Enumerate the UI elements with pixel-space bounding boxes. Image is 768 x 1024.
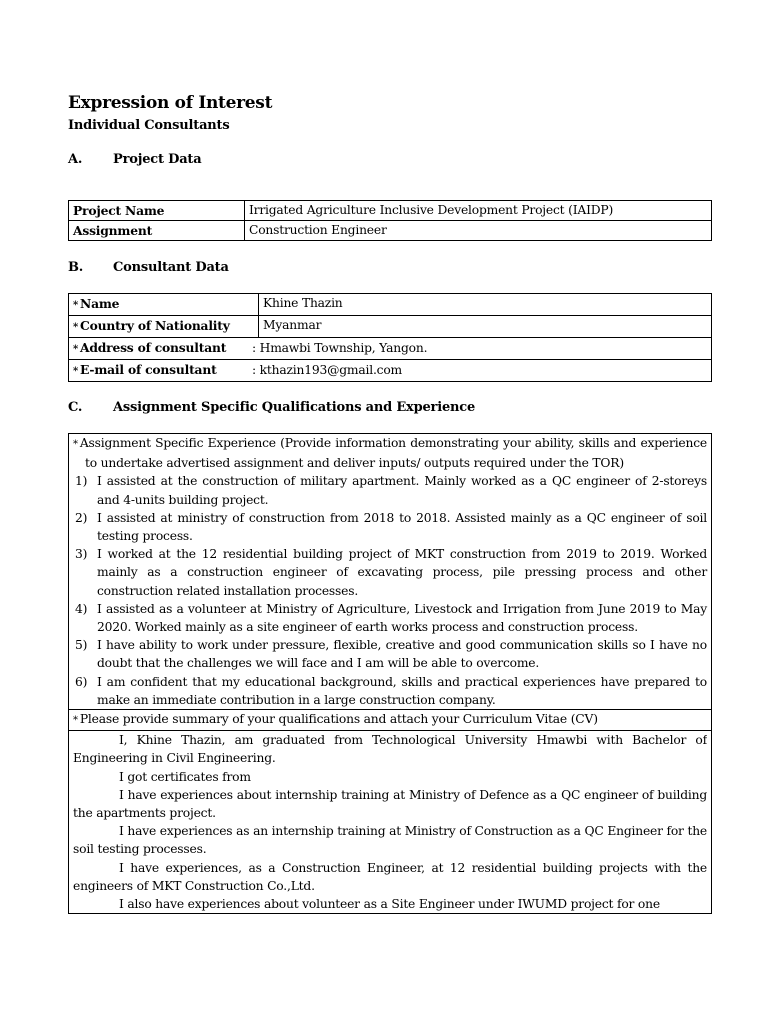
table-row — [69, 338, 712, 360]
table-row — [69, 434, 712, 710]
table-row — [69, 294, 712, 316]
summary-paragraph: I have experiences as an internship training at Ministry of Construction as a QC Engineer for the soil testing processes. — [73, 824, 707, 857]
summary-paragraph: I have experiences, as a Construction Engineer, at 12 residential building projects with the engineers of MKT Construction Co.,Ltd. — [73, 860, 707, 893]
summary-paragraph: I, Khine Thazin, am graduated from Technological University Hmawbi with Bachelor of Engineering in Civil Engineering. — [73, 733, 707, 766]
email-value: : kthazin193@gmail.com — [252, 363, 403, 377]
name-value: Khine Thazin — [259, 294, 712, 316]
document-title: Expression of Interest — [68, 93, 273, 113]
assignment-value: Construction Engineer — [245, 221, 712, 241]
summary-heading: * Please provide summary of your qualifications and attach your Curriculum Vitae (CV) — [73, 712, 598, 727]
required-asterisk: * — [73, 715, 78, 727]
summary-heading-cell — [69, 710, 712, 731]
experience-cell — [69, 434, 712, 710]
consultant-data-table — [68, 293, 712, 382]
project-name-value: Irrigated Agriculture Inclusive Development Project (IAIDP) — [245, 201, 712, 221]
list-item: 6) I am confident that my educational background, skills and practical experiences have prepared to make an immediate contribution in a large construction company. — [75, 674, 707, 707]
list-item: 2) I assisted at ministry of construction from 2018 to 2018. Assisted mainly as a QC engineer of soil testing process. — [75, 510, 707, 544]
project-data-table — [68, 200, 712, 241]
section-title: Project Data — [113, 152, 202, 167]
summary-paragraph: I also have experiences about volunteer as a Site Engineer under IWUMD project for one — [119, 897, 660, 912]
address-label: Address of consultant — [80, 340, 227, 355]
section-letter: C. — [68, 400, 83, 415]
section-title: Assignment Specific Qualifications and Experience — [113, 400, 476, 415]
section-letter: A. — [68, 152, 83, 167]
assignment-label: Assignment — [69, 221, 245, 241]
list-item: 3) I worked at the 12 residential building project of MKT construction from 2019 to 2019. Worked mainly as a construction engineer of excavating process, pile pressing process and other construction related installation processes. — [75, 547, 707, 598]
required-asterisk: * — [73, 344, 79, 355]
list-item: 5) I have ability to work under pressure, flexible, creative and good communication skills so I have no doubt that the challenges we will face and I am will be able to overcome. — [75, 638, 707, 671]
document-subtitle: Individual Consultants — [68, 118, 230, 133]
section-c-heading — [68, 400, 475, 415]
section-a-heading — [68, 152, 201, 167]
project-name-label: Project Name — [69, 201, 245, 221]
table-row — [69, 731, 712, 914]
required-asterisk: * — [73, 366, 79, 377]
summary-paragraph: I have experiences about internship training at Ministry of Defence as a QC engineer of building the apartments project. — [73, 787, 707, 821]
name-label: * Name — [69, 294, 259, 316]
table-row — [69, 360, 712, 382]
experience-intro: * Assignment Specific Experience (Provide information demonstrating your ability, skills and experience to undertake advertised assignment and deliver inputs/ outputs required under the TOR) — [73, 436, 707, 471]
email-label: E-mail of consultant — [80, 362, 217, 377]
list-item: 4) I assisted as a volunteer at Ministry of Agriculture, Livestock and Irrigation from June 2019 to May 2020. Worked mainly as a site engineer of earth works process and construction process. — [75, 601, 707, 635]
section-b-heading — [68, 260, 229, 275]
section-letter: B. — [68, 260, 84, 275]
qualifications-table — [68, 433, 712, 914]
table-row — [69, 221, 712, 241]
email-row — [69, 360, 712, 382]
summary-body — [73, 731, 707, 913]
address-row — [69, 338, 712, 360]
table-row — [69, 201, 712, 221]
required-asterisk: * — [73, 439, 78, 450]
table-row — [69, 710, 712, 731]
nationality-value: Myanmar — [259, 316, 712, 338]
section-title: Consultant Data — [113, 260, 229, 275]
summary-paragraph: I got certificates from — [119, 769, 251, 784]
address-value: : Hmawbi Township, Yangon. — [252, 341, 428, 355]
nationality-label: * Country of Nationality — [69, 316, 259, 338]
list-item: 1) I assisted at the construction of military apartment. Mainly worked as a QC engineer of 2-storeys and 4-units building project. — [75, 474, 707, 507]
summary-cell — [69, 731, 712, 914]
required-asterisk: * — [73, 300, 79, 311]
required-asterisk: * — [73, 322, 79, 333]
table-row — [69, 316, 712, 338]
